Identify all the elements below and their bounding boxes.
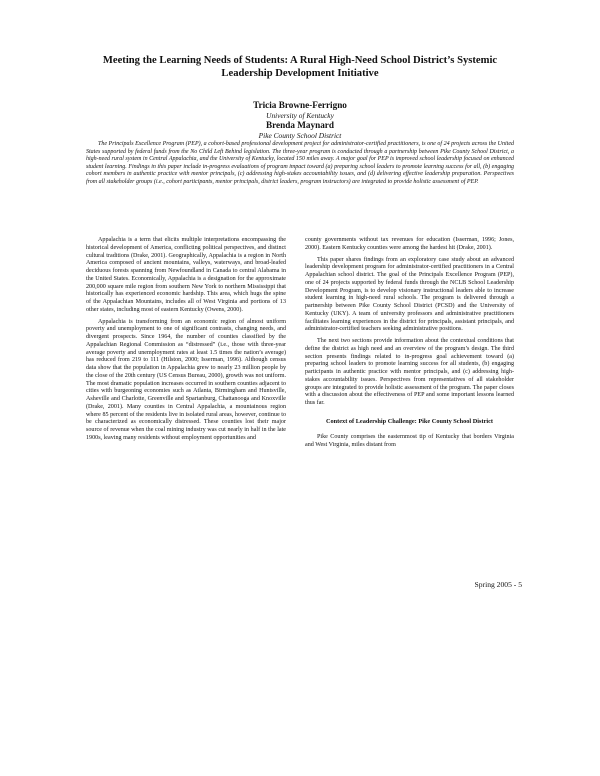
body-column-left <box>86 237 286 443</box>
author-name: Tricia Browne-Ferrigno <box>253 100 347 110</box>
author-block <box>100 100 500 140</box>
author-name: Brenda Maynard <box>266 120 334 130</box>
body-paragraph: county governments without tax revenues for education (Isserman, 1996; Jones, 2000). Eastern Kentucky counties were among the hardest hit (Drake, 2001). <box>305 237 514 251</box>
body-paragraph: This paper shares findings from an exploratory case study about an advanced leadership development program for administrator-certified practitioners in a Central Appalachian school district. The goal of the Principals Excellence Program (PEP), one of 24 projects supported by federal funds through the NCLB School Leadership Development Program, is to develop visionary instructional leaders able to increase student learning in high-need rural schools. The program is delivered through a partnership between Pike County School District (PCSD) and the University of Kentucky (UKY). A team of university professors and administrative practitioners facilitates learning experiences in the district for principals, assistant principals, and administrator-certified teachers seeking administrative positions. <box>305 256 514 333</box>
body-column-right <box>305 237 514 449</box>
section-heading: Context of Leadership Challenge: Pike County School District <box>325 417 494 425</box>
abstract: The Principals Excellence Program (PEP), a cohort-based professional development project for administrator-certified practitioners, is one of 24 projects across the United States supported by federal funds from the No Child Left Behind legislation. The three-year program is conducted through a partnership between Pike County School District, a high-need rural system in Central Appalachia, and the University of Kentucky, located 150 miles away. A major goal for PEP is improved school leadership focused on enhanced student learning. Findings in this paper include in-progress evaluations of program impact toward (a) preparing school leaders to promote learning success for all, (b) engaging cohort members in authentic practice with mentor principals, (c) addressing high-stakes accountability issues, and (d) delivering effective leadership preparation. Perspectives from all stakeholder groups (i.e., cohort participants, mentor principals, district leaders, program instructors) are integrated to provide holistic assessment of PEP. <box>86 141 514 185</box>
author-affiliation: University of Kentucky <box>266 111 334 120</box>
article-title: Meeting the Learning Needs of Students: A Rural High-Need School District’s Systemic Leadership Development Initiative <box>102 55 498 79</box>
body-paragraph: Appalachia is a term that elicits multiple interpretations encompassing the historical development of America, conflicting political perspectives, and distinct cultural traditions (Drake, 2001). Geographically, Appalachia is a region in North America composed of ancient mountains, valleys, waterways, and broad-leafed deciduous forests spanning from Newfoundland in Canada to central Alabama in the United States. Economically, Appalachia is a designation for the approximate 200,000 square mile region from southern New York to northern Mississippi that historically has experienced economic hardship. This area, which hugs the spine of the Appalachian Mountains, includes all of West Virginia and portions of 13 other states, including most of eastern Kentucky (Owens, 2000). <box>86 237 286 313</box>
body-paragraph: The next two sections provide information about the contextual conditions that define the district as high need and an overview of the program’s design. The third section presents findings related to in-progress goal achievement toward (a) preparing school leaders to promote learning success for all students, (b) engaging participants in authentic practice with mentor principals, and (c) addressing high-stakes accountability issues. Perspectives from representatives of all stakeholder groups are integrated to provide holistic assessment of the program. The paper closes with a discussion about the effectiveness of PEP and some important lessons learned thus far. <box>305 338 514 406</box>
body-paragraph: Appalachia is transforming from an economic region of almost uniform poverty and unemployment to one of significant contrasts, changing needs, and divergent prospects. Since 1964, the number of counties classified by the Appalachian Regional Commission as “distressed” (i.e., those with three-year average poverty and unemployment rates at least 1.5 times the nation’s average) has reduced from 219 to 111 (Hilston, 2000; Isserman, 1996). Although census data show that the population in Appalachia grew to nearly 23 million people by the close of the 20th century (US Census Bureau, 2000), growth was not uniform. The most dramatic population increases occurred in southern counties adjacent to cities with burgeoning economies such as Atlanta, Birmingham and Huntsville, Asheville and Charlotte, Greenville and Spartanburg, Chattanooga and Knoxville (Drake, 2001). Many counties in Central Appalachia, a mountainous region where 85 percent of the residents live in isolated rural areas, however, continue to be characterized as economically distressed. These counties lost their major source of revenue when the coal mining industry was cut nearly in half in the late 1900s, leaving many residents without employment opportunities and <box>86 318 286 441</box>
page-footer: Spring 2005 - 5 <box>474 580 522 589</box>
author-affiliation: Pike County School District <box>258 131 342 140</box>
body-paragraph: Pike County comprises the easternmost tip of Kentucky that borders Virginia and West Virginia, miles distant from <box>305 433 514 448</box>
